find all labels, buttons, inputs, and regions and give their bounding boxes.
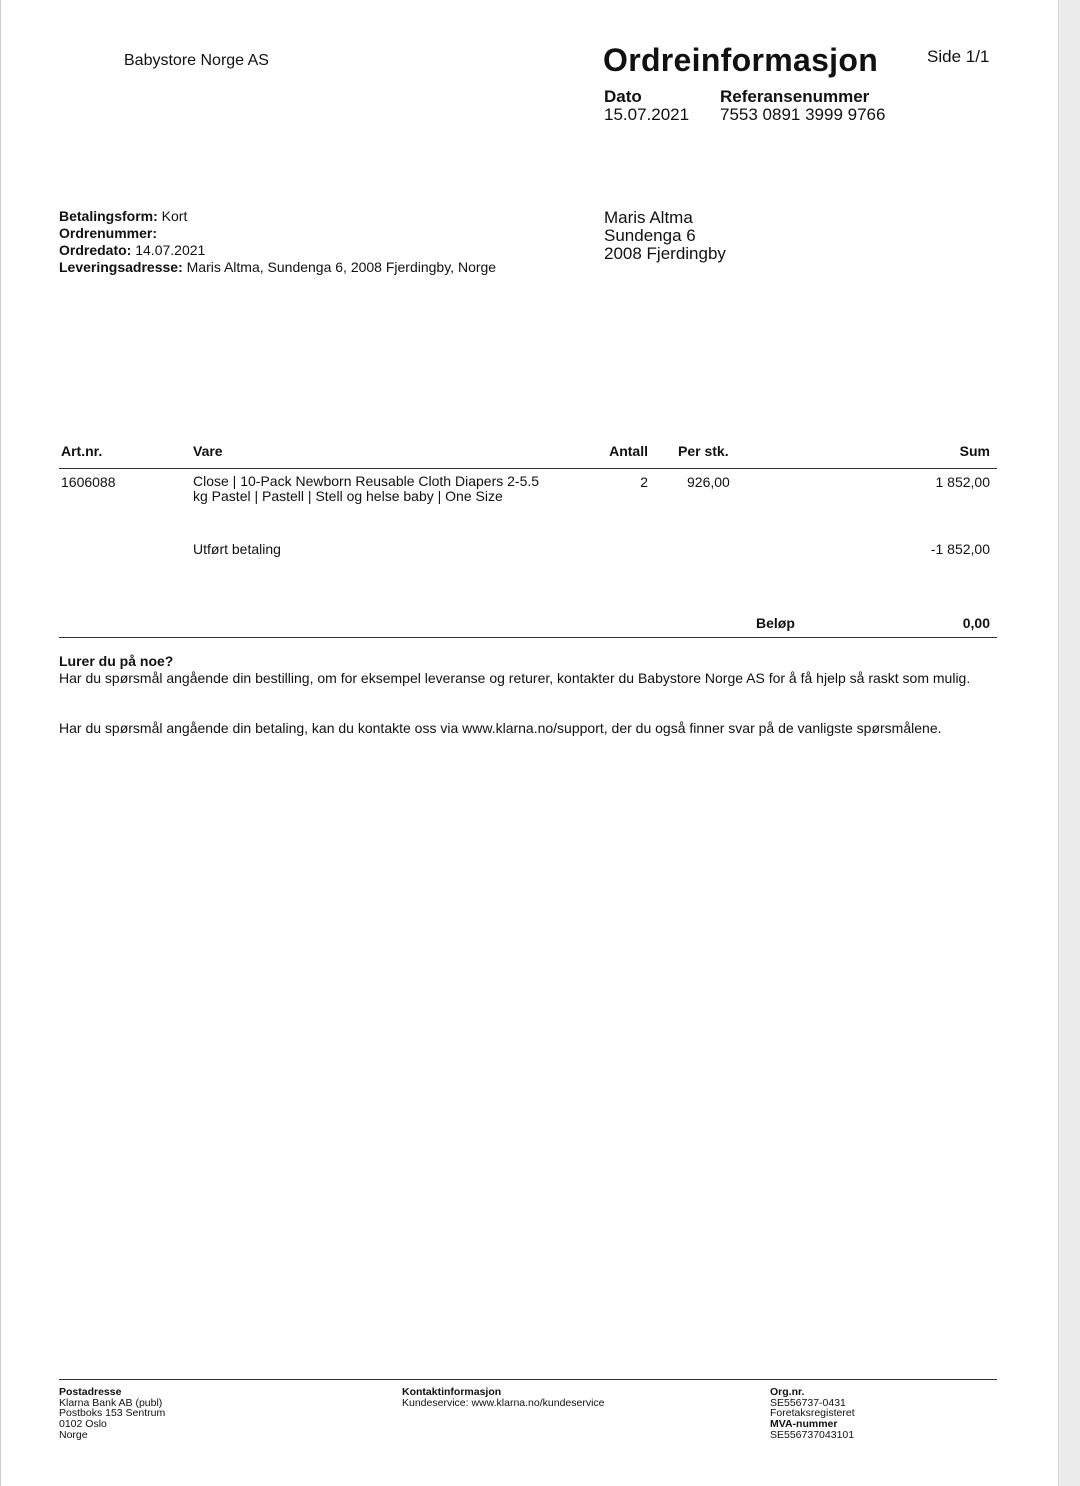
footer-contact-line: Kundeservice: www.klarna.no/kundeservice xyxy=(402,1396,605,1409)
order-number-label: Ordrenummer: xyxy=(59,225,158,241)
footer-postal-line: Postboks 153 Sentrum xyxy=(59,1407,166,1420)
col-header-antall: Antall xyxy=(609,443,648,459)
delivery-address-label: Leveringsadresse: xyxy=(59,259,183,275)
recipient-city: 2008 Fjerdingby xyxy=(604,244,726,263)
footer-org-register: Foretaksregisteret xyxy=(770,1407,855,1420)
delivery-address-value: Maris Altma, Sundenga 6, 2008 Fjerdingby, Norge xyxy=(182,259,497,275)
company-name: Babystore Norge AS xyxy=(124,52,269,69)
footer-org-number: SE556737-0431 xyxy=(770,1396,846,1409)
page-title: Ordreinformasjon xyxy=(603,42,879,78)
footer-postal-heading: Postadresse xyxy=(59,1386,122,1398)
col-header-sum: Sum xyxy=(959,443,990,459)
footer-contact-heading: Kontaktinformasjon xyxy=(402,1386,502,1398)
total-label: Beløp xyxy=(756,615,795,631)
payment-row-label: Utført betaling xyxy=(193,541,281,557)
footer-org-info xyxy=(770,1387,855,1441)
page-right-margin xyxy=(1058,0,1080,1486)
page-left-edge xyxy=(0,0,1,1486)
reference-value: 7553 0891 3999 9766 xyxy=(720,105,886,124)
col-header-vare: Vare xyxy=(193,443,223,459)
faq-paragraph-order: Har du spørsmål angående din bestilling, om for eksempel leveranse og returer, kontakter du Babystore Norge AS for å få hjelp så raskt som mulig. xyxy=(59,670,971,686)
col-header-artnr: Art.nr. xyxy=(61,443,103,459)
table-header-divider xyxy=(59,468,997,469)
payment-row-sum: -1 852,00 xyxy=(930,541,990,557)
order-date-label: Ordredato: xyxy=(59,242,132,258)
payment-method-value: Kort xyxy=(157,208,188,224)
delivery-address xyxy=(59,259,496,275)
item-unit-price: 926,00 xyxy=(687,474,730,490)
order-date-value: 14.07.2021 xyxy=(131,242,206,258)
reference-label: Referansenummer xyxy=(720,87,870,106)
payment-method xyxy=(59,208,187,224)
col-header-per-stk: Per stk. xyxy=(678,443,729,459)
recipient-name: Maris Altma xyxy=(604,208,693,227)
footer-postal-line: Norge xyxy=(59,1428,88,1441)
payment-method-label: Betalingsform: xyxy=(59,208,158,224)
page-number: Side 1/1 xyxy=(927,47,990,66)
date-value: 15.07.2021 xyxy=(604,105,690,124)
footer-divider xyxy=(59,1379,997,1380)
footer-postal-address xyxy=(59,1387,165,1441)
faq-title: Lurer du på noe? xyxy=(59,653,174,669)
footer-postal-line: 0102 Oslo xyxy=(59,1418,107,1431)
item-quantity: 2 xyxy=(640,474,648,490)
item-sum: 1 852,00 xyxy=(935,474,990,490)
footer-org-heading: Org.nr. xyxy=(770,1386,805,1398)
footer-vat-heading: MVA-nummer xyxy=(770,1418,838,1431)
item-artnr: 1606088 xyxy=(61,474,116,490)
recipient-street: Sundenga 6 xyxy=(604,226,696,245)
order-date xyxy=(59,242,205,258)
faq-paragraph-payment: Har du spørsmål angående din betaling, kan du kontakte oss via www.klarna.no/support, der du også finner svar på de vanligste spørsmålene. xyxy=(59,720,942,736)
total-divider xyxy=(59,637,997,638)
footer-contact-info xyxy=(402,1387,605,1408)
date-label: Dato xyxy=(604,87,642,106)
footer-vat-number: SE556737043101 xyxy=(770,1428,855,1441)
total-value: 0,00 xyxy=(962,615,990,631)
item-description: Close | 10-Pack Newborn Reusable Cloth Diapers 2-5.5 kg Pastel | Pastell | Stell og helse baby | One Size xyxy=(193,473,540,504)
order-number xyxy=(59,225,157,241)
footer-postal-line: Klarna Bank AB (publ) xyxy=(59,1396,163,1409)
